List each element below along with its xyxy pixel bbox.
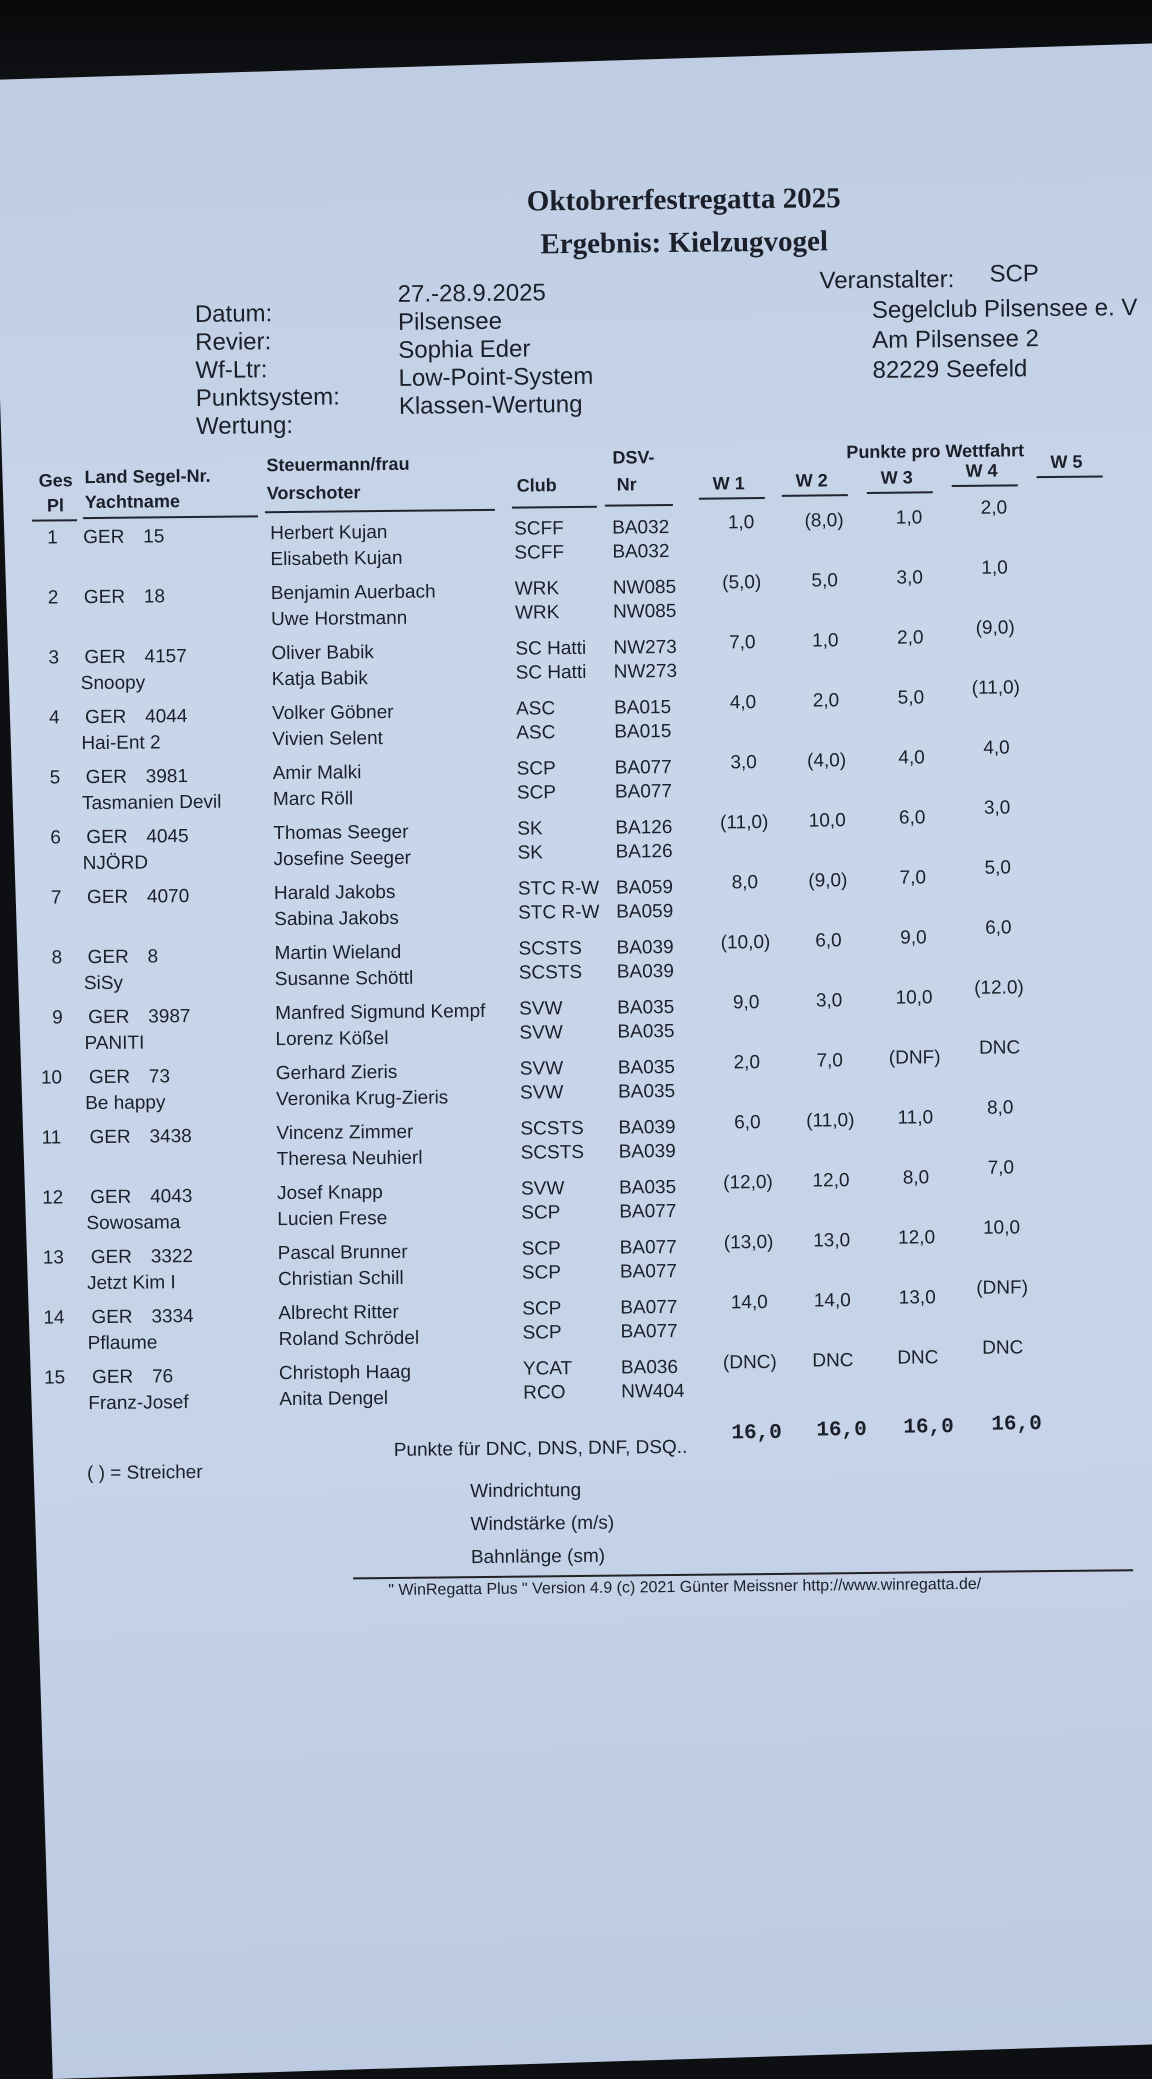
row-club-2: SCSTS [518, 961, 583, 984]
row-score-w2: 3,0 [815, 990, 843, 1012]
row-helm: Vincenz Zimmer [276, 1121, 414, 1145]
row-club-2: SCFF [514, 542, 565, 564]
row-land: GER [87, 946, 129, 969]
header-ges: Ges [38, 470, 73, 491]
row-score-w1: 7,0 [729, 632, 756, 654]
row-place: 10 [40, 1067, 63, 1089]
row-score-w2: 1,0 [812, 630, 839, 652]
row-crew: Vivien Selent [272, 728, 384, 751]
row-yacht-name: NJÖRD [82, 852, 149, 875]
page-title: Oktobrerfestregatta 2025 [526, 182, 841, 218]
meta-label: Punktsystem: [195, 383, 340, 412]
row-score-w3: DNC [897, 1347, 939, 1369]
row-score-w4: 2,0 [980, 497, 1008, 519]
row-dsv-2: BA035 [617, 1020, 675, 1043]
row-sail-number: 3987 [148, 1006, 191, 1028]
row-club-2: SCP [521, 1262, 562, 1284]
header-race-4: W 4 [965, 460, 998, 481]
row-crew: Susanne Schöttl [274, 967, 414, 991]
row-place: 1 [47, 527, 58, 549]
organizer-code: SCP [989, 260, 1040, 288]
header-punkte: Punkte pro Wettfahrt [846, 440, 1025, 463]
row-score-w3: (DNF) [888, 1047, 941, 1069]
row-dsv-2: NW404 [621, 1380, 685, 1403]
meta-value: Pilsensee [397, 307, 503, 336]
row-score-w2: (8,0) [804, 510, 844, 532]
row-club-1: SVW [519, 998, 563, 1020]
underline-helm [265, 509, 495, 513]
underline-race-5 [1037, 475, 1103, 478]
organizer-line-2: Am Pilsensee 2 [872, 325, 1040, 354]
row-dsv-1: NW273 [613, 636, 677, 659]
row-score-w4: 6,0 [985, 917, 1012, 939]
header-yachtname: Yachtname [84, 491, 181, 513]
row-land: GER [88, 1006, 130, 1029]
row-sail-number: 3334 [151, 1306, 194, 1328]
row-score-w2: 2,0 [812, 690, 840, 712]
row-crew: Josefine Seeger [273, 847, 412, 871]
row-score-w1: (12,0) [723, 1171, 773, 1194]
row-dsv-1: BA035 [617, 996, 675, 1019]
header-race-5: W 5 [1050, 451, 1083, 473]
row-score-w3: 3,0 [896, 567, 924, 589]
dnc-value-w2: 16,0 [816, 1418, 867, 1443]
row-dsv-2: BA032 [612, 541, 670, 563]
row-score-w1: (11,0) [720, 811, 769, 834]
row-sail-number: 4044 [144, 706, 188, 728]
meta-value: 27.-28.9.2025 [397, 279, 546, 308]
row-club-1: SVW [519, 1058, 564, 1080]
row-club-1: SCP [522, 1298, 562, 1320]
row-crew: Marc Röll [272, 788, 354, 811]
row-club-2: ASC [516, 722, 556, 744]
underline-race-2 [782, 494, 848, 497]
header-dsv: DSV- [612, 447, 655, 468]
row-crew: Veronika Krug-Zieris [276, 1087, 449, 1111]
header-vorschoter: Vorschoter [266, 482, 361, 504]
row-score-w4: 4,0 [983, 737, 1010, 759]
row-dsv-1: BA039 [616, 936, 674, 959]
row-score-w3: 12,0 [897, 1227, 936, 1249]
row-club-1: YCAT [522, 1358, 573, 1380]
dnc-value-w1: 16,0 [731, 1421, 782, 1446]
row-crew: Theresa Neuhierl [276, 1147, 423, 1171]
row-club-2: SCP [516, 782, 557, 804]
underline-pl [32, 519, 77, 521]
row-score-w2: 13,0 [813, 1230, 851, 1252]
row-yacht-name: SiSy [83, 972, 124, 995]
header-club: Club [516, 475, 557, 496]
underline-race-1 [699, 497, 765, 500]
row-land: GER [89, 1126, 131, 1149]
row-sail-number: 4043 [150, 1186, 193, 1208]
organizer-line-3: 82229 Seefeld [872, 355, 1028, 384]
row-score-w1: (DNC) [722, 1351, 777, 1374]
row-land: GER [88, 1066, 131, 1089]
row-score-w4: 8,0 [986, 1097, 1014, 1119]
row-score-w1: 4,0 [729, 692, 757, 714]
row-sail-number: 4157 [144, 646, 187, 668]
row-club-1: SVW [520, 1178, 565, 1200]
row-club-1: SCSTS [520, 1117, 584, 1140]
meta-value: Low-Point-System [398, 362, 594, 392]
row-land: GER [91, 1366, 134, 1389]
header-steuermann: Steuermann/frau [266, 453, 410, 476]
row-score-w2: 7,0 [816, 1050, 844, 1072]
row-score-w2: (9,0) [808, 870, 848, 892]
row-score-w2: 14,0 [813, 1290, 851, 1312]
row-sail-number: 4070 [146, 886, 190, 908]
row-score-w1: 2,0 [733, 1052, 761, 1074]
row-place: 4 [49, 707, 60, 729]
row-place: 8 [51, 947, 63, 969]
row-score-w1: 1,0 [727, 512, 755, 534]
row-score-w3: 8,0 [902, 1167, 930, 1189]
row-place: 3 [48, 647, 60, 669]
row-dsv-2: BA077 [614, 780, 673, 803]
row-score-w1: 9,0 [732, 992, 760, 1014]
organizer-label: Veranstalter: [819, 266, 955, 295]
row-dsv-1: BA035 [618, 1176, 677, 1199]
row-dsv-2: BA077 [619, 1260, 678, 1283]
row-score-w3: 11,0 [897, 1107, 934, 1129]
row-score-w1: (5,0) [722, 572, 762, 594]
row-yacht-name: PANITI [84, 1032, 145, 1055]
meta-value: Klassen-Wertung [398, 390, 583, 420]
row-helm: Pascal Brunner [277, 1241, 408, 1265]
row-score-w2: 10,0 [808, 810, 846, 832]
row-dsv-2: NW273 [613, 660, 678, 683]
row-place: 9 [52, 1007, 63, 1029]
row-score-w3: 1,0 [895, 507, 923, 529]
row-club-1: SK [517, 818, 543, 840]
row-place: 15 [43, 1367, 66, 1389]
row-land: GER [90, 1246, 133, 1269]
row-club-2: SVW [519, 1022, 563, 1044]
row-dsv-2: BA077 [620, 1320, 678, 1343]
row-crew: Elisabeth Kujan [270, 547, 403, 571]
dnc-label: Punkte für DNC, DNS, DNF, DSQ.. [393, 1436, 688, 1461]
row-dsv-1: BA032 [612, 517, 670, 539]
row-score-w2: 12,0 [812, 1170, 850, 1192]
row-club-1: STC R-W [517, 877, 600, 900]
row-score-w4: (DNF) [976, 1277, 1029, 1299]
meta-label: Revier: [195, 328, 272, 356]
row-score-w2: (4,0) [806, 750, 847, 772]
row-sail-number: 76 [151, 1366, 174, 1388]
row-score-w1: 14,0 [730, 1292, 768, 1314]
row-place: 13 [42, 1247, 65, 1269]
row-crew: Christian Schill [277, 1267, 404, 1291]
row-score-w2: DNC [812, 1350, 854, 1372]
row-sail-number: 3322 [150, 1246, 194, 1268]
row-dsv-2: BA035 [617, 1080, 676, 1103]
row-score-w4: DNC [982, 1337, 1024, 1359]
row-score-w4: (12.0) [974, 977, 1024, 999]
row-score-w4: (11,0) [971, 677, 1021, 699]
row-land: GER [86, 826, 128, 849]
row-score-w1: 6,0 [734, 1112, 761, 1134]
row-crew: Lorenz Kößel [275, 1027, 389, 1051]
row-dsv-1: BA077 [620, 1296, 678, 1319]
row-sail-number: 18 [143, 586, 166, 608]
row-yacht-name: Be happy [85, 1092, 166, 1115]
row-club-1: SCP [516, 758, 556, 780]
row-helm: Martin Wieland [274, 941, 402, 965]
row-club-1: SCP [521, 1238, 561, 1260]
row-helm: Josef Knapp [276, 1182, 383, 1205]
row-land: GER [91, 1306, 133, 1329]
row-place: 2 [47, 587, 59, 609]
row-club-2: RCO [523, 1382, 566, 1404]
row-yacht-name: Sowosama [86, 1212, 181, 1235]
row-yacht-name: Pflaume [87, 1332, 158, 1355]
row-dsv-1: NW085 [612, 576, 677, 599]
row-score-w4: (9,0) [975, 617, 1015, 639]
row-score-w3: 6,0 [898, 807, 926, 829]
row-yacht-name: Jetzt Kim I [86, 1272, 176, 1295]
row-club-1: SCSTS [518, 937, 583, 960]
row-place: 5 [49, 767, 61, 789]
row-dsv-2: BA015 [614, 720, 672, 743]
row-place: 7 [50, 887, 62, 909]
row-sail-number: 3981 [145, 766, 189, 788]
meta-label: Datum: [194, 300, 273, 328]
row-crew: Anita Dengel [279, 1388, 389, 1411]
row-helm: Oliver Babik [271, 642, 374, 665]
row-score-w2: (11,0) [806, 1110, 855, 1132]
row-dsv-1: BA015 [613, 696, 672, 719]
header-land-segel: Land Segel-Nr. [84, 465, 211, 488]
row-score-w1: 3,0 [730, 752, 757, 774]
row-helm: Herbert Kujan [270, 521, 388, 545]
page-subtitle: Ergebnis: Kielzugvogel [540, 225, 829, 261]
row-club-2: SVW [519, 1082, 564, 1104]
row-dsv-2: BA039 [618, 1140, 676, 1163]
meta-label: Wf-Ltr: [195, 356, 268, 384]
row-score-w1: (10,0) [720, 931, 771, 954]
row-dsv-2: NW085 [612, 600, 677, 623]
row-helm: Volker Göbner [271, 701, 394, 725]
row-yacht-name: Franz-Josef [88, 1392, 189, 1415]
header-pl: Pl [46, 495, 65, 516]
row-land: GER [86, 886, 129, 909]
row-club-1: ASC [515, 698, 556, 720]
row-land: GER [85, 706, 127, 729]
row-yacht-name: Snoopy [80, 672, 146, 695]
row-land: GER [83, 526, 125, 549]
row-place: 11 [41, 1127, 62, 1149]
row-score-w2: 5,0 [811, 570, 839, 592]
row-yacht-name: Hai-Ent 2 [81, 732, 161, 755]
row-score-w3: 13,0 [898, 1287, 936, 1309]
row-dsv-1: BA077 [619, 1236, 677, 1259]
row-land: GER [84, 646, 126, 669]
meta-value: Sophia Eder [398, 335, 531, 364]
row-score-w4: 7,0 [987, 1157, 1015, 1179]
row-club-2: SK [517, 842, 544, 864]
legend: ( ) = Streicher [86, 1461, 203, 1485]
row-score-w1: 8,0 [731, 872, 759, 894]
row-score-w1: (13,0) [723, 1231, 774, 1254]
row-score-w4: 5,0 [984, 857, 1012, 879]
row-dsv-1: BA126 [615, 816, 673, 839]
row-dsv-2: BA059 [616, 900, 674, 923]
underline-yacht [83, 515, 258, 519]
row-club-2: SCSTS [520, 1141, 585, 1164]
row-score-w3: 9,0 [900, 927, 927, 949]
course-length: Bahnlänge (sm) [470, 1545, 606, 1569]
header-nr: Nr [616, 474, 637, 495]
row-place: 12 [42, 1187, 64, 1209]
underline-race-4 [952, 484, 1018, 487]
row-score-w4: DNC [978, 1037, 1021, 1059]
organizer-line-1: Segelclub Pilsensee e. V [871, 294, 1138, 324]
row-sail-number: 8 [147, 946, 159, 968]
header-race-1: W 1 [712, 473, 745, 494]
underline-dsv [605, 504, 673, 507]
row-club-2: SC Hatti [515, 661, 587, 684]
row-dsv-1: BA077 [614, 756, 672, 779]
row-score-w3: 7,0 [899, 867, 927, 889]
row-score-w4: 1,0 [981, 557, 1008, 579]
row-dsv-1: BA036 [620, 1356, 679, 1379]
header-race-2: W 2 [795, 470, 828, 491]
row-sail-number: 15 [143, 526, 165, 548]
row-helm: Benjamin Auerbach [270, 581, 436, 605]
row-sail-number: 4045 [146, 826, 189, 848]
row-dsv-2: BA039 [616, 960, 674, 983]
row-place: 6 [50, 827, 62, 849]
row-score-w4: 10,0 [982, 1217, 1021, 1239]
row-score-w3: 10,0 [895, 987, 933, 1009]
row-club-2: WRK [514, 602, 560, 624]
wind-direction: Windrichtung [470, 1479, 582, 1503]
row-crew: Uwe Horstmann [270, 607, 408, 631]
row-crew: Katja Babik [271, 668, 368, 691]
row-sail-number: 73 [148, 1066, 171, 1088]
wind-strength: Windstärke (m/s) [470, 1512, 615, 1536]
software-credit: " WinRegatta Plus " Version 4.9 (c) 2021 Günter Meissner http://www.winregatta.de/ [388, 1575, 982, 1600]
meta-label: Wertung: [195, 411, 294, 440]
row-dsv-2: BA077 [619, 1200, 677, 1223]
row-yacht-name: Tasmanien Devil [81, 791, 222, 815]
row-helm: Amir Malki [272, 762, 362, 785]
row-dsv-1: BA035 [617, 1056, 675, 1079]
row-club-2: SCP [522, 1322, 562, 1344]
row-score-w3: 4,0 [898, 747, 925, 769]
row-land: GER [90, 1186, 132, 1209]
row-sail-number: 3438 [149, 1126, 192, 1148]
row-club-2: SCP [521, 1202, 561, 1224]
row-club-1: WRK [514, 578, 560, 600]
dnc-value-w4: 16,0 [991, 1413, 1042, 1437]
row-helm: Thomas Seeger [273, 821, 409, 845]
row-helm: Albrecht Ritter [278, 1301, 399, 1325]
header-race-3: W 3 [880, 467, 913, 488]
row-club-1: SC Hatti [515, 637, 587, 660]
row-dsv-1: BA039 [618, 1116, 676, 1139]
row-crew: Roland Schrödel [278, 1327, 420, 1351]
row-land: GER [83, 586, 126, 609]
row-club-2: STC R-W [518, 901, 600, 924]
row-place: 14 [43, 1307, 65, 1329]
dnc-value-w3: 16,0 [903, 1416, 954, 1440]
row-score-w3: 5,0 [897, 687, 925, 709]
row-score-w2: 6,0 [815, 930, 842, 952]
row-dsv-2: BA126 [615, 840, 673, 863]
row-score-w4: 3,0 [983, 797, 1011, 819]
row-helm: Christoph Haag [278, 1361, 412, 1385]
row-dsv-1: BA059 [615, 876, 674, 899]
row-score-w3: 2,0 [896, 627, 924, 649]
underline-race-3 [867, 491, 933, 494]
row-club-1: SCFF [514, 518, 564, 540]
row-crew: Lucien Frese [277, 1208, 388, 1231]
underline-club [512, 506, 597, 509]
row-crew: Sabina Jakobs [274, 907, 399, 931]
row-helm: Harald Jakobs [273, 881, 396, 905]
row-land: GER [85, 766, 128, 789]
row-helm: Gerhard Zieris [275, 1061, 398, 1085]
row-helm: Manfred Sigmund Kempf [275, 1000, 486, 1025]
